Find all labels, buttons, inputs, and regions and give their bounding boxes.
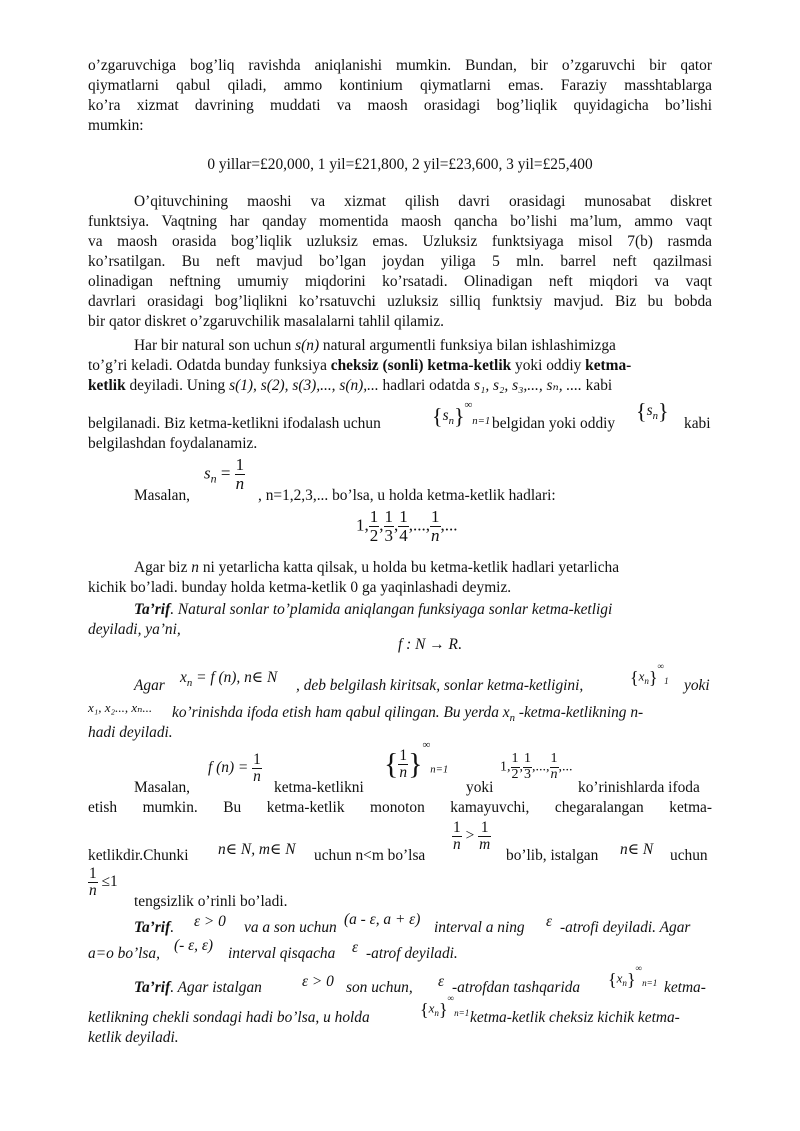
bold-term: ketma-	[585, 357, 632, 374]
epsilon-symbol: ε	[352, 939, 359, 956]
one-over-n-sequence-formula: { $\frac{1}{n}$ }$^\infty_{n=1}$	[384, 739, 449, 782]
text-span: natural argumentli funksiya bilan ishlashimizga	[319, 337, 616, 354]
text-span: s(1), s(2), s(3),..., s(n),...	[229, 377, 379, 394]
sequence-short-formula: $\{s_n\}$	[636, 398, 669, 424]
text-line: belgilashdan foydalanamiz.	[88, 435, 258, 452]
text-line: ko’rinishlarda ifoda	[578, 779, 700, 796]
text-line: interval qisqacha	[228, 945, 336, 962]
text-span: ni yetarlicha katta qilsak, u holda bu ketma-ketlik hadlari yetarlicha	[198, 559, 620, 576]
text-span: to’g’ri keladi. Odatda bunday funksiya	[88, 357, 331, 374]
text-line: etish mumkin. Bu ketma-ketlik monoton kamayuvchi, chegaralangan ketma-	[88, 799, 712, 816]
text-line	[134, 558, 712, 578]
definition-line	[134, 918, 194, 938]
text-line: ketma-	[664, 979, 706, 996]
text-span: s(n)	[295, 337, 320, 354]
text-span: . Agar istalgan	[170, 979, 262, 996]
definition-heading: Ta’rif	[134, 919, 171, 936]
formula: s₁, s₂, s₃,..., sₙ, ....	[474, 377, 582, 394]
inequality-formula: $\frac{1}{n}$ > $\frac{1}{m}$	[453, 819, 491, 854]
function-mapping-formula: f : N → R.	[398, 636, 462, 653]
text-span: Agar biz	[134, 559, 192, 576]
interval-formula: (a - ε, a + ε)	[344, 911, 421, 928]
definition-line	[134, 600, 712, 620]
n-m-in-N-formula: n∈ N, m∈ N	[218, 841, 296, 858]
text-line: ko’rsatilgan. Bu neft mavjud bo’lgan joydan yiliga 5 mln. barrel neft qazilmasi	[88, 253, 712, 270]
text-span: . Natural sonlar to’plamida aniqlangan funksiyaga sonlar ketma-ketligi	[170, 601, 613, 618]
text-line: uchun n<m bo’lsa	[314, 847, 426, 864]
text-line: o’zgaruvchiga bog’liq ravishda aniqlanishi mumkin. Bundan, bir o’zgaruvchi bir qator	[88, 57, 712, 74]
xn-sequence-formula: $\{x_n\}^\infty_1$	[630, 661, 669, 688]
xn-sequence-formula: $\{x_n\}^\infty_{n=1}$	[608, 963, 658, 990]
text-span: hadlari odatda	[378, 377, 475, 394]
text-span: n	[191, 559, 199, 576]
text-line: ketlik deyiladi.	[88, 1029, 179, 1046]
salary-values-line: 0 yillar=£20,000, 1 yil=£21,800, 2 yil=£23,600, 3 yil=£25,400	[207, 156, 593, 173]
epsilon-positive-formula: ε > 0	[302, 973, 334, 990]
text-line: , n=1,2,3,... bo’lsa, u holda ketma-ketlik hadlari:	[258, 487, 556, 504]
n-in-N-formula: n∈ N	[620, 841, 654, 858]
text-line: -atrof deyiladi.	[366, 945, 458, 962]
text-line: belgidan yoki oddiy	[492, 415, 616, 432]
text-line: ketlikning chekli sondagi hadi bo’lsa, u holda	[88, 1009, 370, 1026]
text-line: tengsizlik o’rinli bo’ladi.	[134, 893, 288, 910]
text-line: ketma-ketlik cheksiz kichik ketma-	[470, 1009, 680, 1026]
text-line: yoki	[684, 677, 710, 694]
text-line: -atrofdan tashqarida	[452, 979, 581, 996]
bound-formula: $\frac{1}{n}$ ≤1	[89, 865, 118, 900]
text-line: bo’lib, istalgan	[506, 847, 599, 864]
text-span: ko’rinishda ifoda etish ham qabul qilingan. Bu yerda x	[172, 704, 510, 721]
text-line: va a son uchun	[244, 919, 337, 936]
text-line: Agar	[134, 677, 165, 694]
text-line: funktsiya. Vaqtning har qanday momentida maosh qancha bo’lishi ma’lum, ammo vaqt	[88, 213, 712, 230]
text-line: davrlari orasidagi bog’liqlikni ko’rsatuvchi uzluksiz silliq funktsiy mavjud. Biz bu bobda	[88, 293, 712, 310]
text-span: -ketma-ketlikning n-	[514, 704, 644, 721]
text-line: hadi deyiladi.	[88, 724, 173, 741]
definition-heading: Ta’rif	[134, 601, 171, 618]
x-terms-formula: x₁, x₂..., xₙ...	[88, 700, 153, 715]
text-line: kabi	[684, 415, 711, 432]
bold-term: ketlik	[88, 377, 126, 394]
text-line: Masalan,	[134, 487, 190, 504]
text-line	[88, 376, 712, 396]
text-span: yoki oddiy	[511, 357, 586, 374]
text-line: uchun	[670, 847, 708, 864]
text-line: interval a ning	[434, 919, 525, 936]
text-line: va maosh orasida bog’liqlik uzluksiz emas. Uzluksiz funktsiyaga misol 7(b) rasmda	[88, 233, 712, 250]
text-line: qiymatlarni qabul qiladi, ammo kontinium qiymatlarni emas. Faraziy masshtablarga	[88, 77, 712, 94]
xn-definition-formula: $x_n = f$ (n), n∈ N	[180, 669, 278, 690]
text-line: ko’rinishda ifoda etish ham qabul qilingan. Bu yerda $x_n$ -ketma-ketlikning n-	[172, 704, 644, 725]
text-line: olinadigan neftning umumiy miqdorini ko’rsatadi. Olinadigan neft miqdori va vaqt	[88, 273, 712, 290]
text-line: mumkin:	[88, 117, 144, 134]
text-span: .	[170, 919, 175, 936]
text-line: ketma-ketlikni	[274, 779, 364, 796]
sn-formula: $s_n$ = $\frac{1}{n}$	[204, 455, 245, 493]
sequence-terms-formula-2: 1, $\frac{1}{2}$ , $\frac{1}{3}$ ,..., $\frac{1}{n}$ ,...	[500, 751, 573, 782]
text-span: Har bir natural son uchun	[134, 337, 296, 354]
text-line: a=o bo’lsa,	[88, 945, 160, 962]
epsilon-symbol: ε	[438, 973, 445, 990]
bold-term: cheksiz (sonli) ketma-ketlik	[330, 357, 512, 374]
epsilon-positive-formula: ε > 0	[194, 913, 226, 930]
text-line: yoki	[466, 779, 494, 796]
xn-sequence-formula: $\{x_n\}^\infty_{n=1}$	[420, 993, 470, 1020]
text-line	[134, 336, 712, 356]
text-span: kabi	[581, 377, 613, 394]
text-line: -atrofi deyiladi. Agar	[560, 919, 691, 936]
text-line: son uchun,	[346, 979, 413, 996]
text-line: belgilanadi. Biz ketma-ketlikni ifodalash uchun	[88, 415, 381, 432]
text-line: ko’ra xizmat davrining muddati va maosh orasidagi bog’liqlik quyidagicha bo’lishi	[88, 97, 712, 114]
sequence-terms-formula: 1, $\frac{1}{2}$ , $\frac{1}{3}$ , $\frac{1}{4}$ ,..., $\frac{1}{n}$ ,...	[356, 507, 458, 545]
sequence-notation-formula: $\{s_n\}^\infty_{n=1}$	[432, 399, 491, 429]
symmetric-interval-formula: (- ε, ε)	[174, 937, 214, 954]
text-line: kichik bo’ladi. bunday holda ketma-ketlik 0 ga yaqinlashadi deymiz.	[88, 579, 512, 596]
fn-formula: f (n) = $\frac{1}{n}$	[208, 751, 261, 786]
definition-heading: Ta’rif	[134, 979, 171, 996]
definition-line: deyiladi, ya’ni,	[88, 621, 181, 638]
text-line: ketlikdir.Chunki	[88, 847, 189, 864]
text-line: Masalan,	[134, 779, 190, 796]
text-line	[88, 356, 712, 376]
definition-line	[134, 978, 300, 998]
text-span: deyiladi. Uning	[125, 377, 230, 394]
epsilon-symbol: ε	[546, 913, 553, 930]
text-line: bir qator diskret o’zgaruvchilik masalalarni tahlil qilamiz.	[88, 313, 445, 330]
text-line: , deb belgilash kiritsak, sonlar ketma-ketligini,	[296, 677, 584, 694]
text-line: O’qituvchining maoshi va xizmat qilish davri orasidagi munosabat diskret	[134, 193, 712, 210]
